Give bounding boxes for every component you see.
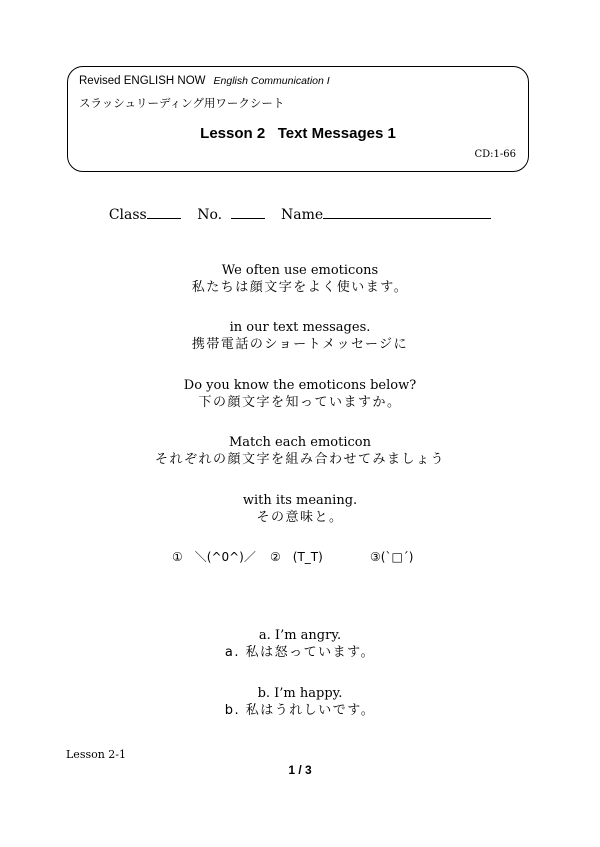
phrase-jp: 下の顔文字を知っていますか。 (198, 395, 402, 410)
class-label: Class (108, 207, 147, 223)
emoticon-1: ① ＼(^0^)／ (172, 550, 256, 564)
page-number: 1 / 3 (288, 763, 312, 777)
phrase-en: Do you know the emoticons below? (183, 378, 417, 393)
answer-en: b. I’m happy. (257, 686, 343, 701)
book-title (79, 75, 330, 87)
phrase-jp: その意味と。 (256, 510, 344, 525)
answer-jp: b. 私はうれしいです。 (224, 703, 376, 718)
phrase-jp: それぞれの顔文字を組み合わせてみましょう (154, 452, 445, 467)
worksheet-type-jp: スラッシュリーディング用ワークシート (79, 96, 285, 110)
student-info-line (0, 204, 600, 223)
phrase-5 (0, 492, 600, 527)
emoticon-3: ③(`□´) (370, 550, 414, 564)
book-title-text: Revised ENGLISH NOW (79, 75, 206, 87)
worksheet-header (67, 66, 529, 172)
name-label: Name (280, 207, 324, 223)
emoticon-list (172, 548, 413, 565)
phrase-en: with its meaning. (242, 493, 358, 508)
phrase-jp: 携帯電話のショートメッセージに (191, 337, 409, 352)
phrase-1 (0, 262, 600, 297)
emoticon-2: ② (T_T) (270, 550, 323, 564)
lesson-reference: Lesson 2-1 (66, 748, 127, 761)
no-label: No. (197, 207, 223, 223)
phrase-4 (0, 434, 600, 469)
answer-jp: a. 私は怒っています。 (224, 645, 376, 660)
answer-b (0, 685, 600, 720)
answer-a (0, 627, 600, 662)
number-blank[interactable] (231, 204, 265, 219)
answer-en: a. I’m angry. (258, 628, 342, 643)
book-subtitle: English Communication I (213, 75, 330, 87)
phrase-en: in our text messages. (229, 320, 371, 335)
phrase-en: Match each emoticon (228, 435, 371, 450)
cd-track-code: CD:1-66 (474, 149, 516, 160)
phrase-en: We often use emoticons (221, 263, 379, 278)
phrase-jp: 私たちは顔文字をよく使います。 (191, 280, 409, 295)
phrase-3 (0, 377, 600, 412)
class-blank[interactable] (147, 204, 181, 219)
lesson-title: Lesson 2 Text Messages 1 (200, 125, 396, 142)
name-blank[interactable] (323, 204, 491, 219)
phrase-2 (0, 319, 600, 354)
